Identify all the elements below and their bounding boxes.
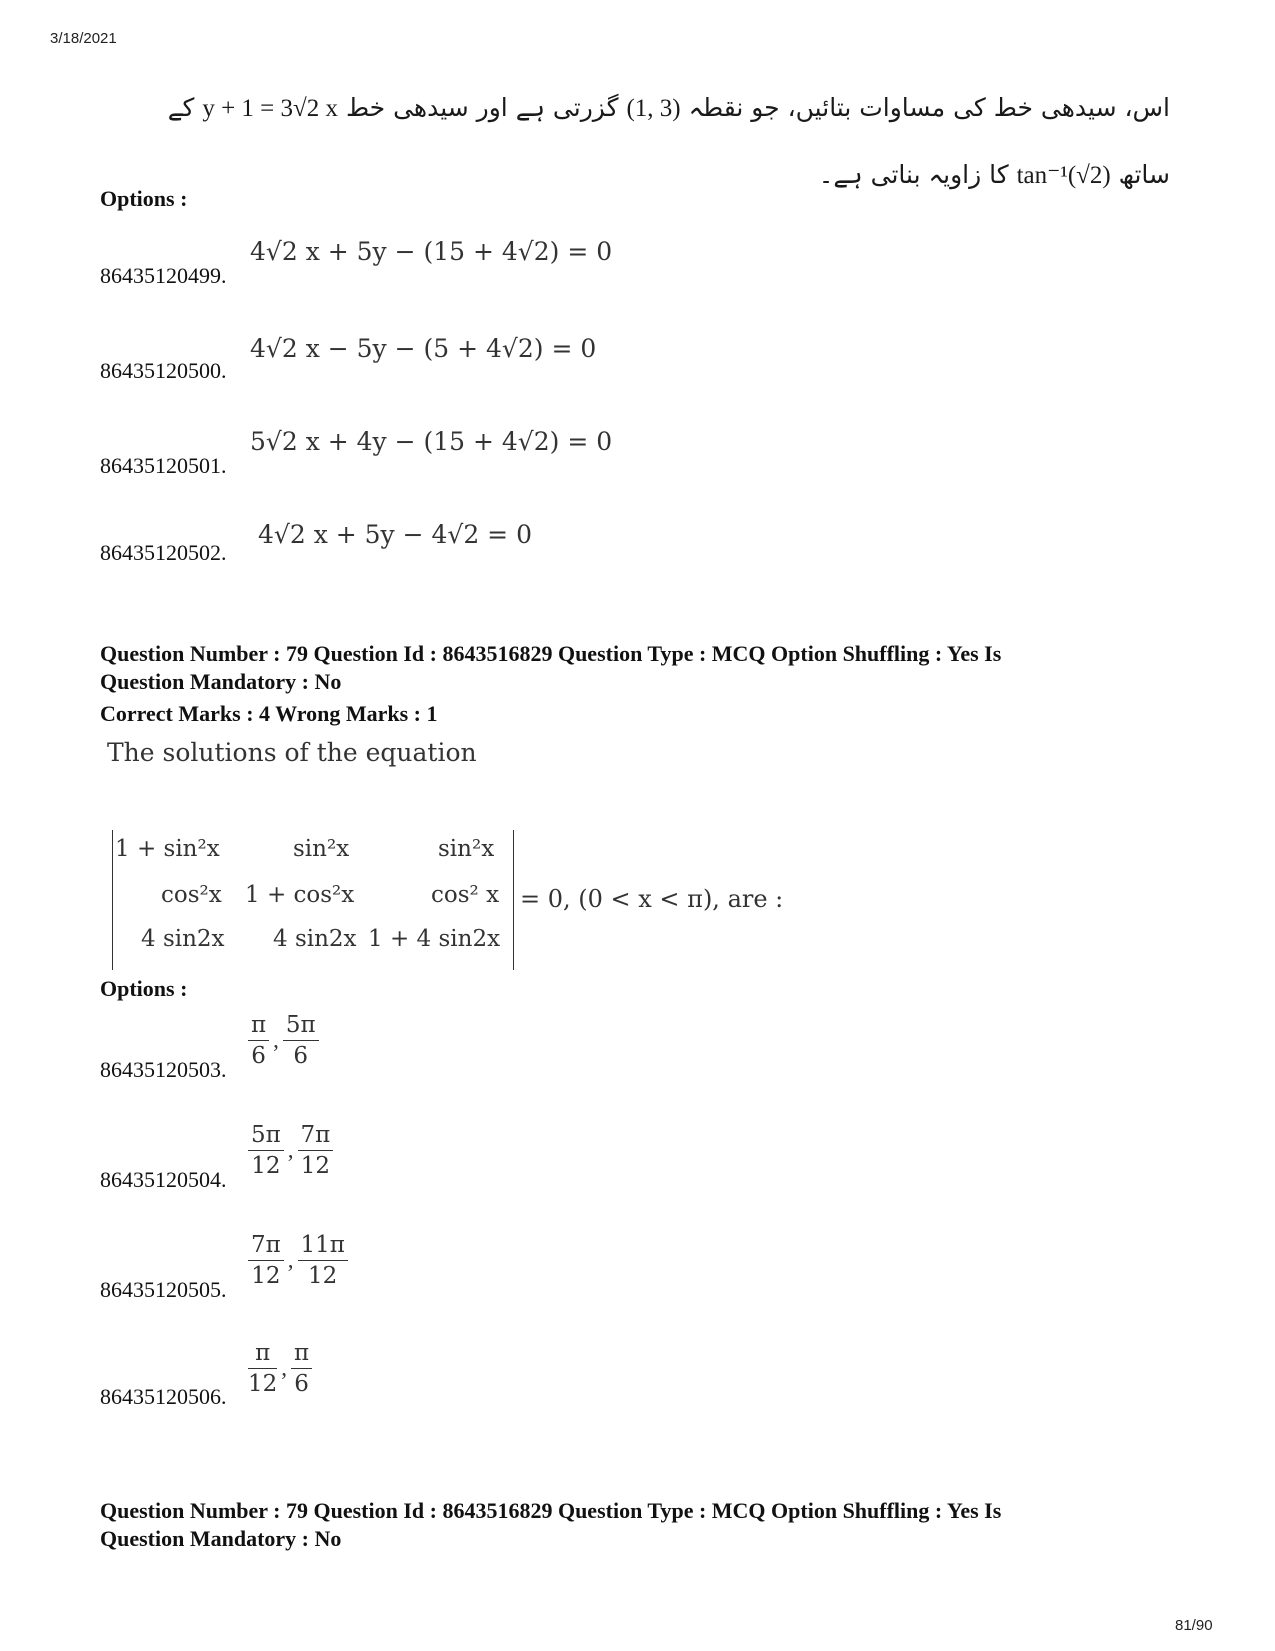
- det-cell: 1 + 4 sin2x: [368, 926, 501, 952]
- urdu-text-1: اس، سیدھی خط کی مساوات بتائیں، جو نقطہ: [688, 93, 1170, 122]
- fraction: $\frac{\pi}{6}$: [248, 1012, 269, 1069]
- option-id: 86435120503.: [100, 1057, 227, 1082]
- question-header-line1: Question Number : 79 Question Id : 8643516829 Question Type : MCQ Option Shuffling : Yes Is: [100, 641, 1002, 666]
- det-cell: 4 sin2x: [273, 926, 357, 952]
- option-id: 86435120504.: [100, 1167, 227, 1192]
- det-cell: 1 + cos²x: [245, 882, 355, 908]
- question-header-line1: Question Number : 79 Question Id : 8643516829 Question Type : MCQ Option Shuffling : Yes Is: [100, 1498, 1002, 1523]
- det-cell: cos²x: [161, 882, 222, 908]
- angle-value: tan⁻¹(√2): [1016, 162, 1111, 189]
- option-fractions: $\frac{5\pi}{12}$ , $\frac{7\pi}{12}$: [244, 1122, 337, 1179]
- fraction: $\frac{5\pi}{6}$: [283, 1012, 319, 1069]
- point-coordinates: (1, 3): [626, 95, 681, 122]
- option-id: 86435120500.: [100, 358, 227, 383]
- option-equation: 5√2 x + 4y − (15 + 4√2) = 0: [250, 427, 613, 456]
- question-marks: Correct Marks : 4 Wrong Marks : 1: [100, 701, 438, 726]
- det-cell: sin²x: [438, 836, 495, 862]
- question-header-line2: Question Mandatory : No: [100, 1526, 342, 1551]
- fraction: $\frac{\pi}{6}$: [291, 1340, 312, 1397]
- option-id: 86435120506.: [100, 1384, 227, 1409]
- det-cell: 1 + sin²x: [115, 836, 220, 862]
- urdu-question-text: [110, 75, 1170, 209]
- det-cell: cos² x: [431, 882, 500, 908]
- question-text: The solutions of the equation: [107, 738, 477, 767]
- fraction: $\frac{\pi}{12}$: [248, 1340, 278, 1397]
- determinant-condition: = 0, (0 < x < π), are :: [520, 885, 784, 913]
- det-cell: 4 sin2x: [141, 926, 225, 952]
- fraction: $\frac{5\pi}{12}$: [248, 1122, 284, 1179]
- question-header: [100, 640, 1200, 696]
- option-id: 86435120499.: [100, 263, 227, 288]
- option-equation: 4√2 x + 5y − 4√2 = 0: [258, 520, 532, 549]
- question-header: [100, 1497, 1200, 1553]
- line-equation: y + 1 = 3√2 x: [202, 95, 338, 122]
- option-id: 86435120505.: [100, 1277, 227, 1302]
- urdu-text-4: کا زاویہ بناتی ہے۔: [818, 160, 1009, 189]
- option-fractions: $\frac{\pi}{6}$ , $\frac{5\pi}{6}$: [244, 1012, 323, 1069]
- options-label: Options :: [100, 976, 188, 1001]
- det-cell: sin²x: [293, 836, 350, 862]
- option-id: 86435120501.: [100, 453, 227, 478]
- urdu-text-3: کے ساتھ: [167, 93, 1170, 189]
- determinant-matrix: [112, 830, 514, 970]
- option-equation: 4√2 x − 5y − (5 + 4√2) = 0: [250, 334, 597, 363]
- page-number: 81/90: [1175, 1617, 1213, 1634]
- options-label: Options :: [100, 186, 188, 211]
- option-fractions: $\frac{\pi}{12}$ , $\frac{\pi}{6}$: [244, 1340, 316, 1397]
- fraction: $\frac{11\pi}{12}$: [298, 1232, 348, 1289]
- option-fractions: $\frac{7\pi}{12}$ , $\frac{11\pi}{12}$: [244, 1232, 352, 1289]
- print-date: 3/18/2021: [50, 30, 117, 47]
- question-header-line2: Question Mandatory : No: [100, 669, 342, 694]
- urdu-text-2: گزرتی ہے اور سیدھی خط: [345, 93, 619, 122]
- fraction: $\frac{7\pi}{12}$: [298, 1122, 334, 1179]
- option-equation: 4√2 x + 5y − (15 + 4√2) = 0: [250, 237, 613, 266]
- option-id: 86435120502.: [100, 540, 227, 565]
- fraction: $\frac{7\pi}{12}$: [248, 1232, 284, 1289]
